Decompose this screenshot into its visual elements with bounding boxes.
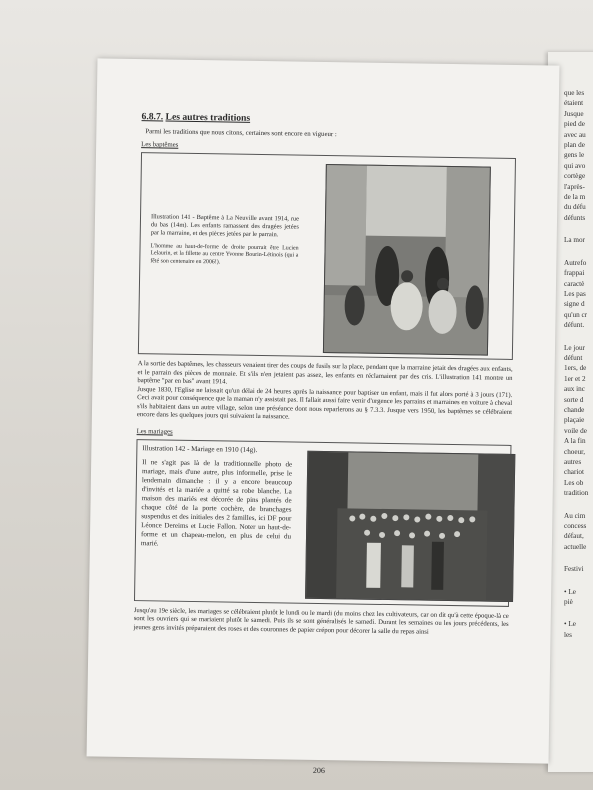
next-page-fragment: La mor bbox=[564, 236, 585, 245]
next-page-fragment: Les ob bbox=[564, 478, 584, 487]
next-page-fragment bbox=[548, 552, 593, 564]
next-page-fragment: A la fin bbox=[564, 437, 586, 446]
illustration-141-caption bbox=[150, 213, 299, 272]
next-page-fragment: défunt. bbox=[564, 321, 585, 330]
page-number: 206 bbox=[312, 765, 325, 776]
illustration-141-box bbox=[138, 152, 516, 360]
next-page-fragment: 1ers, de bbox=[564, 364, 587, 373]
next-page-fragment: Autrefo bbox=[564, 258, 587, 267]
wedding-photo-image bbox=[306, 451, 514, 600]
next-page-fragment: sorte d bbox=[564, 395, 584, 404]
next-page-fragment: caractè bbox=[564, 279, 585, 288]
next-page-fragment: tradition bbox=[564, 489, 589, 498]
baptism-photo bbox=[323, 164, 491, 356]
illustration-142-box bbox=[134, 439, 511, 607]
next-page-fragment: étaient bbox=[564, 99, 584, 108]
next-page-fragment: Au cim bbox=[564, 511, 586, 520]
next-page-fragment bbox=[548, 607, 593, 619]
next-page-fragment: piè bbox=[564, 598, 573, 607]
next-page-fragment: concess bbox=[564, 522, 587, 531]
next-page-fragment bbox=[548, 499, 593, 511]
illustration-142-caption bbox=[141, 444, 293, 555]
section-number: 6.8.7. bbox=[141, 111, 164, 123]
next-page-fragment: défunt bbox=[564, 353, 583, 362]
baptemes-paragraph-2: Jusque 1830, l'Eglise ne laissait qu'un délai de 24 heures après la naissance pour baptiser un enfant, mais il fut alors porté à 3 jours (171). Ceci avait pour conséquence que la maman n'y assistait pas. Il fallait aussi faire venir d'urgence les parrains et marraines en voiture à cheval s'ils habitaient dans un autre village, selon une préséance dont nous reparlerons au § 7.3.3. Jusque vers 1950, les baptêmes se célébraient encore dans les quelques jours qui suivaient la naissance. bbox=[136, 385, 513, 421]
next-page-fragment: défaut, bbox=[564, 532, 584, 541]
mariages-paragraph-1: Jusqu'au 19e siècle, les mariages se célébraient plutôt le lundi ou le mardi (du moins chez les cultivateurs, car on dit qu'à cette époque-là ce sont les ouvriers qui se mariaient plutôt le samedi. Puis ils se sont généralisés le samedi. Durant les semaines ou les jours précédents, les jeunes gens invités préparaient des roses et des couronnes de papier crépon pour décorer la salle du repas ainsi bbox=[133, 606, 509, 636]
caption-141-note: L'homme au haut-de-forme de droite pourrait être Lucien Lelaurin, et la fillette au centre Yvonne Bourin-Létinois (qui a fêté son centenaire en 2006!). bbox=[150, 242, 299, 265]
next-page-fragment: pied de bbox=[564, 120, 585, 129]
intro-text: Parmi les traditions que nous citons, certaines sont encore en vigueur : bbox=[145, 128, 337, 139]
next-page-fragment: plan de bbox=[564, 141, 585, 150]
next-page-fragment bbox=[548, 575, 593, 587]
caption-141-main: Illustration 141 - Baptême à La Neuville avant 1914, rue du bas (14m). Les enfants ramassent des dragées jetées par la marraine, et des pièces jetées par le parrain. bbox=[150, 213, 300, 239]
next-page-fragment: Le jour bbox=[564, 343, 585, 352]
next-page-fragment: voile de bbox=[564, 426, 587, 435]
mariages-heading: Les mariages bbox=[136, 427, 173, 436]
next-page-fragment: 1er et 2 bbox=[564, 374, 586, 383]
next-page-fragment: qu'un cr bbox=[564, 310, 588, 319]
section-title: Les autres traditions bbox=[165, 111, 251, 124]
next-page-fragment: défunts bbox=[564, 213, 586, 222]
next-page-fragment: chariot bbox=[564, 468, 584, 477]
section-heading bbox=[142, 111, 517, 128]
next-page-fragment: actuelle bbox=[564, 542, 587, 551]
next-page-fragment: qui avo bbox=[564, 161, 586, 170]
next-page-fragment: chande bbox=[564, 405, 585, 414]
next-page-fragment: que les bbox=[564, 89, 585, 97]
next-page-fragment: de la m bbox=[564, 193, 586, 202]
next-page-fragment: plaçaie bbox=[564, 416, 585, 425]
next-page-fragment: choeur, bbox=[564, 447, 586, 456]
next-page-fragment: frappai bbox=[564, 269, 585, 278]
next-page-fragment: avec au bbox=[564, 130, 586, 139]
next-page-fragment: Les pas bbox=[564, 289, 586, 298]
baptemes-paragraph-1: A la sortie des baptêmes, les chasseurs venaient tirer des coups de fusils sur la place, pendant que la marraine jetait des dragées aux enfants, et le parrain des pièces de monnaie. Et s'ils n'en jetaient pas assez, les enfants en réclamaient par des cris. L'illustration 141 montre un baptême "par en bas" avant 1914. bbox=[137, 360, 513, 386]
next-page-fragment: gens le bbox=[564, 151, 585, 160]
next-page-fragment: Festivi bbox=[564, 565, 584, 574]
next-page-fragment: Jusque bbox=[564, 109, 584, 118]
next-page-fragment: • Le bbox=[564, 620, 576, 629]
next-page-fragment: • Le bbox=[564, 587, 576, 596]
caption-142-title: Illustration 142 - Mariage en 1910 (14g). bbox=[142, 443, 258, 454]
next-page-fragment: du défu bbox=[564, 203, 586, 212]
baptism-photo-image bbox=[324, 165, 490, 355]
baptemes-heading: Les baptêmes bbox=[141, 141, 179, 149]
next-page-fragment: l'après- bbox=[564, 182, 585, 191]
next-page-fragment: autres bbox=[564, 458, 582, 466]
next-page-fragment: aux inc bbox=[564, 385, 585, 394]
book-page bbox=[87, 58, 560, 776]
next-page-fragment: les bbox=[564, 630, 572, 639]
next-page-fragment: signe d bbox=[564, 300, 585, 309]
page-content bbox=[133, 111, 517, 776]
next-page-fragment: cortège bbox=[564, 172, 586, 181]
wedding-photo bbox=[305, 450, 515, 601]
caption-142-body: Il ne s'agit pas là de la traditionnelle photo de mariage, mais d'une autre, plus informelle, prise le lendemain dimanche : il y a encore beaucoup d'invités et la mariée a quitté sa robe blanche. La maison des mariés est décorée de pins plantés de chaque côté de la porte cochère, de branchages suspendus et des initiales des 2 familles, ici DF pour Léonce Dereims et Lucie Fallon. Noter un haut-de-forme et un chapeau-melon, en plus de celui du marié. bbox=[140, 457, 293, 547]
